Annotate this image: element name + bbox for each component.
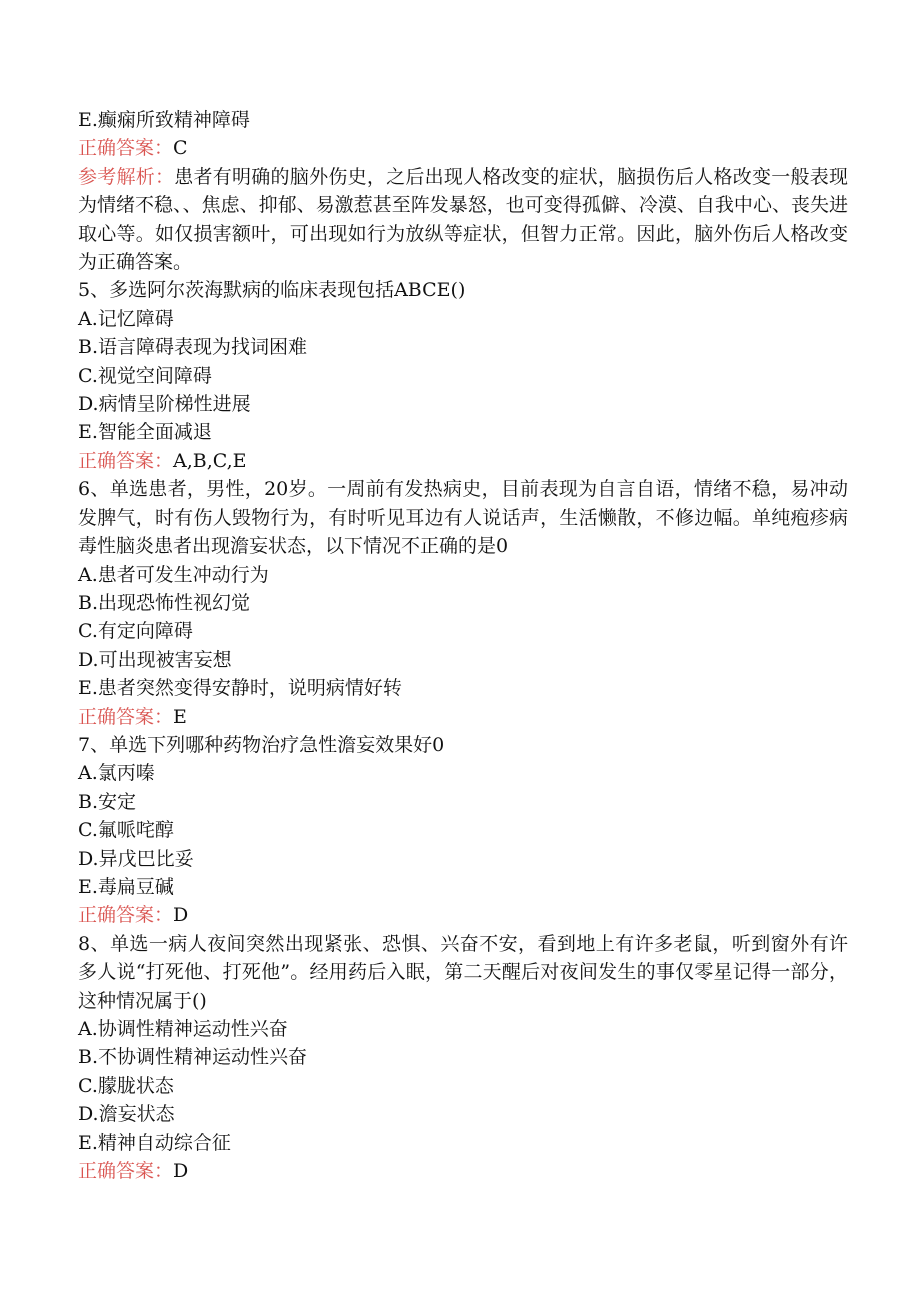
answer-label: 正确答案： [78, 904, 174, 927]
question-text: 7、单选下列哪种药物治疗急性澹妄效果好0 [78, 733, 445, 756]
answer-label: 正确答案： [78, 705, 174, 728]
answer-line [78, 703, 848, 731]
question-text: 6、单选患者，男性，20岁。一周前有发热病史，目前表现为自言自语，情绪不稳，易冲动发脾气，时有伤人毁物行为，有时听见耳边有人说话声，生活懒散，不修边幅。单纯疱疹病毒性脑炎患者出现澹妄状态，以下情况不正确的是0 [78, 478, 848, 558]
option-text: B.不协调性精神运动性兴奋 [78, 1046, 308, 1069]
answer-value: E [173, 705, 187, 728]
answer-line [78, 1157, 848, 1185]
option-text: D.澹妄状态 [78, 1103, 175, 1126]
question-text: 8、单选一病人夜间突然出现紧张、恐惧、兴奋不安，看到地上有许多老鼠，听到窗外有许多人说“打死他、打死他”。经用药后入眠，第二天醒后对夜间发生的事仅零星记得一部分，这种情况属于() [78, 932, 848, 1012]
option-text: E.毒扁豆碱 [78, 875, 174, 898]
document-body [78, 106, 848, 1185]
answer-line [78, 901, 848, 929]
answer-label: 正确答案： [78, 449, 174, 472]
option-text: B.语言障碍表现为找词困难 [78, 336, 308, 359]
option-text: E.精神自动综合征 [78, 1131, 231, 1154]
option-text: E.患者突然变得安静时，说明病情好转 [78, 677, 402, 700]
option-text: C.氟哌咤醇 [78, 819, 174, 842]
option-text: B.安定 [78, 790, 137, 813]
answer-label: 正确答案： [78, 137, 174, 160]
analysis-text: 患者有明确的脑外伤史，之后出现人格改变的症状，脑损伤后人格改变一般表现为情绪不稳、、焦虑、抑郁、易激惹甚至阵发暴怒，也可变得孤僻、冷漠、自我中心、丧失进取心等。如仅损害额叶，可出现如行为放纵等症状，但智力正常。因此，脑外伤后人格改变为正确答案。 [78, 165, 848, 274]
option-text: B.出现恐怖性视幻觉 [78, 591, 251, 614]
option-text: A.患者可发生冲动行为 [78, 563, 269, 586]
answer-value: C [173, 137, 188, 160]
answer-value: D [173, 1160, 189, 1183]
option-text: C.有定向障碍 [78, 620, 193, 643]
analysis-paragraph [78, 163, 848, 277]
option-text: A.记忆障碍 [78, 307, 174, 330]
analysis-label: 参考解析： [78, 165, 175, 188]
option-text: E.癫痫所致精神障碍 [78, 109, 250, 131]
answer-value: D [173, 904, 189, 927]
answer-line [78, 134, 848, 162]
option-text: A.协调性精神运动性兴奋 [78, 1018, 288, 1040]
option-text: D.可出现被害妄想 [78, 648, 232, 671]
question-text: 5、多选阿尔茨海默病的临床表现包括ABCE() [78, 279, 466, 302]
answer-label: 正确答案： [78, 1160, 174, 1183]
option-text: C.朦胧状态 [78, 1074, 174, 1097]
option-text: A.氯丙嗪 [78, 762, 155, 785]
option-text: E.智能全面减退 [78, 421, 212, 444]
answer-value: A,B,C,E [173, 449, 247, 472]
option-text: C.视觉空间障碍 [78, 364, 212, 387]
answer-line [78, 447, 848, 475]
option-text: D.异戊巴比妥 [78, 847, 194, 870]
option-text: D.病情呈阶梯性进展 [78, 393, 251, 416]
